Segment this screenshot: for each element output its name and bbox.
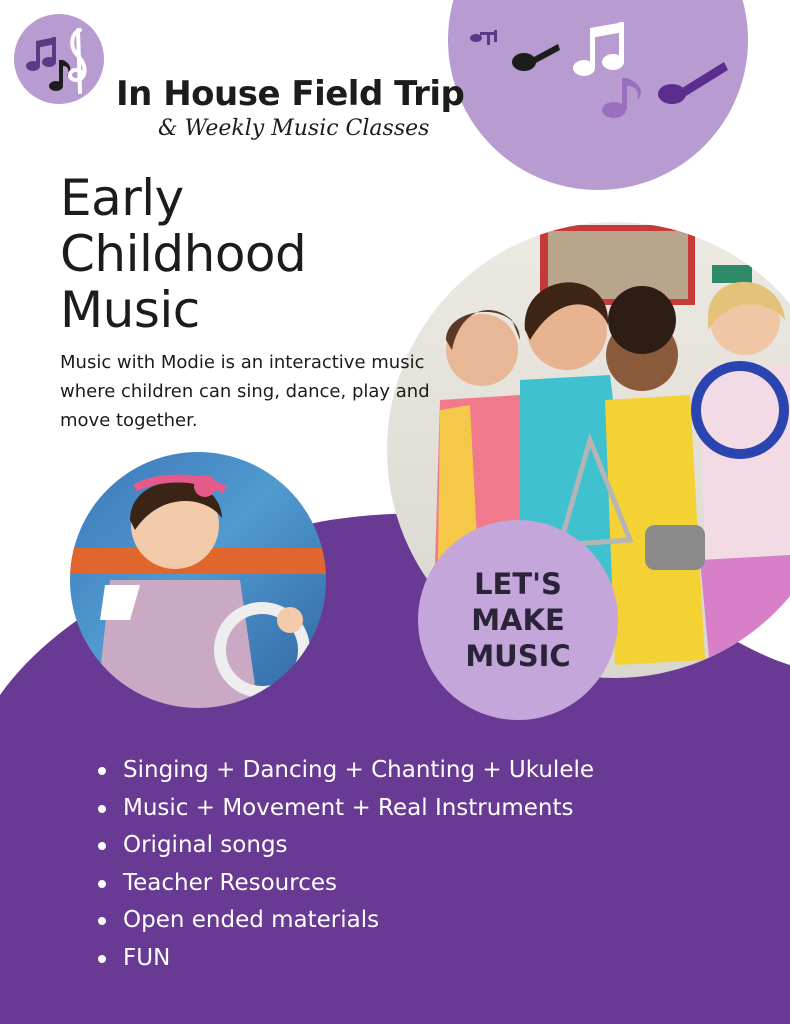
feature-text: Original songs: [123, 832, 288, 859]
bullet-dot-icon: [98, 767, 106, 775]
badge-line: MAKE: [471, 603, 565, 637]
header-title: In House Field Trip: [116, 74, 465, 114]
bullet-dot-icon: [98, 805, 106, 813]
page-headline: [60, 170, 306, 338]
feature-text: Open ended materials: [123, 907, 380, 934]
bullet-dot-icon: [98, 880, 106, 888]
intro-paragraph: Music with Modie is an interactive music where children can sing, dance, play and move together.: [60, 352, 430, 431]
headline-line: Early: [60, 169, 184, 227]
bullet-dot-icon: [98, 917, 106, 925]
logo-badge: [14, 14, 104, 104]
list-item: [96, 827, 594, 865]
headline-line: Music: [60, 281, 200, 339]
badge-line: LET'S: [474, 567, 562, 601]
list-item: [96, 902, 594, 940]
headline-line: Childhood: [60, 225, 307, 283]
bullet-dot-icon: [98, 955, 106, 963]
feature-text: Music + Movement + Real Instruments: [123, 794, 574, 821]
music-notes-treble-clef-icon: [14, 14, 104, 104]
badge-line: MUSIC: [465, 639, 571, 673]
list-item: [96, 790, 594, 828]
feature-text: Singing + Dancing + Chanting + Ukulele: [123, 757, 595, 783]
music-notes-icon: [462, 14, 742, 134]
lets-make-music-badge: [420, 566, 616, 674]
feature-text: Teacher Resources: [123, 869, 337, 896]
feature-text: FUN: [123, 944, 171, 971]
list-item: [96, 752, 594, 790]
features-list: [96, 752, 594, 978]
header-subtitle: & Weekly Music Classes: [158, 116, 430, 141]
bullet-dot-icon: [98, 842, 106, 850]
list-item: [96, 940, 594, 978]
list-item: [96, 865, 594, 903]
